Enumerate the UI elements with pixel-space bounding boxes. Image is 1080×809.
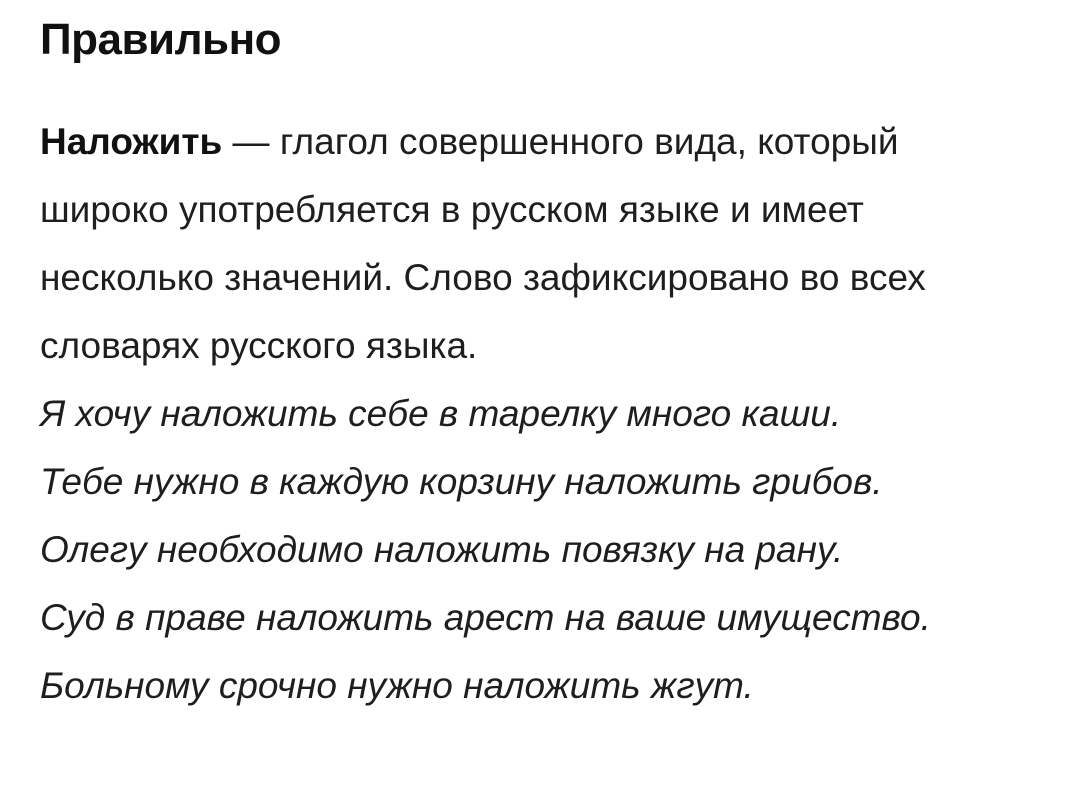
definition-paragraph: [40, 108, 940, 380]
definition-term: Наложить: [40, 121, 223, 162]
examples-list: [40, 380, 1050, 720]
definition-text: — глагол совершенного вида, который широко употребляется в русском языке и имеет несколько значений. Слово зафиксировано во всех словарях русского языка.: [40, 121, 926, 366]
example-sentence: Тебе нужно в каждую корзину наложить грибов.: [40, 461, 883, 502]
article: [40, 0, 1050, 720]
section-heading: Правильно: [40, 15, 282, 64]
example-sentence: Олегу необходимо наложить повязку на рану.: [40, 529, 844, 570]
example-sentence: Я хочу наложить себе в тарелку много каши.: [40, 393, 842, 434]
example-sentence: Суд в праве наложить арест на ваше имущество.: [40, 597, 931, 638]
example-sentence: Больному срочно нужно наложить жгут.: [40, 665, 754, 706]
